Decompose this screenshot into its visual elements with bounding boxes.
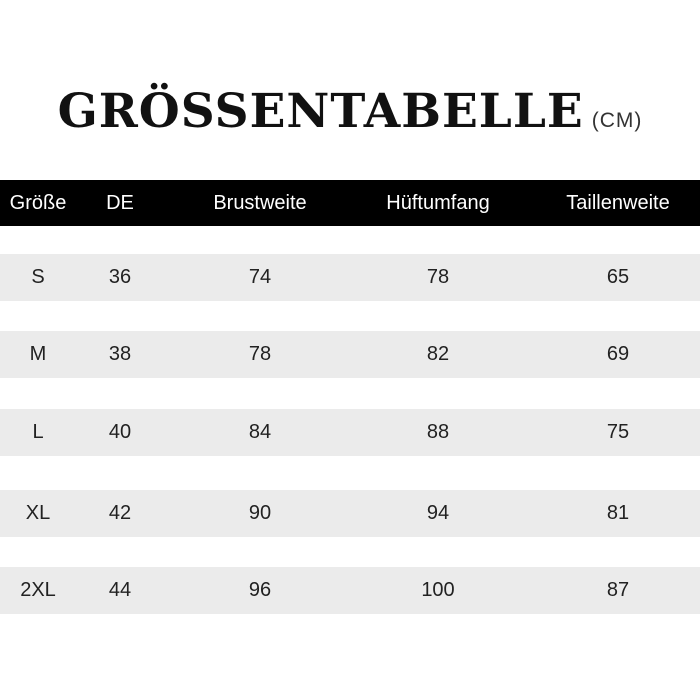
cell-size: L — [32, 421, 44, 443]
header-bust: Brustweite — [213, 191, 307, 214]
cell-hip: 78 — [426, 266, 450, 288]
cell-bust: 84 — [248, 421, 272, 443]
table-row — [0, 254, 700, 301]
cell-size: 2XL — [20, 579, 56, 601]
cell-de: 36 — [108, 266, 132, 288]
cell-de: 40 — [108, 421, 132, 443]
cell-de: 38 — [108, 343, 132, 365]
page-title: GRÖSSENTABELLE — [57, 84, 584, 139]
cell-waist: 81 — [606, 502, 630, 524]
table-header — [0, 180, 700, 226]
table-row — [0, 567, 700, 614]
table-row — [0, 331, 700, 378]
header-waist: Taillenweite — [566, 191, 670, 214]
cell-hip: 88 — [426, 421, 450, 443]
header-hip: Hüftumfang — [386, 191, 490, 214]
cell-hip: 82 — [426, 343, 450, 365]
cell-waist: 69 — [606, 343, 630, 365]
cell-size: S — [31, 266, 45, 288]
cell-size: M — [29, 343, 47, 365]
cell-waist: 87 — [606, 579, 630, 601]
header-de: DE — [106, 191, 134, 214]
cell-waist: 75 — [606, 421, 630, 443]
table-row — [0, 490, 700, 537]
cell-bust: 78 — [248, 343, 272, 365]
cell-bust: 90 — [248, 502, 272, 524]
unit-label: (CM) — [591, 109, 643, 132]
cell-de: 44 — [108, 579, 132, 601]
cell-hip: 100 — [421, 579, 455, 601]
title-block — [0, 84, 700, 139]
cell-bust: 74 — [248, 266, 272, 288]
table-row — [0, 409, 700, 456]
header-size: Größe — [9, 191, 67, 214]
cell-hip: 94 — [426, 502, 450, 524]
cell-size: XL — [25, 502, 51, 524]
cell-bust: 96 — [248, 579, 272, 601]
cell-waist: 65 — [606, 266, 630, 288]
cell-de: 42 — [108, 502, 132, 524]
